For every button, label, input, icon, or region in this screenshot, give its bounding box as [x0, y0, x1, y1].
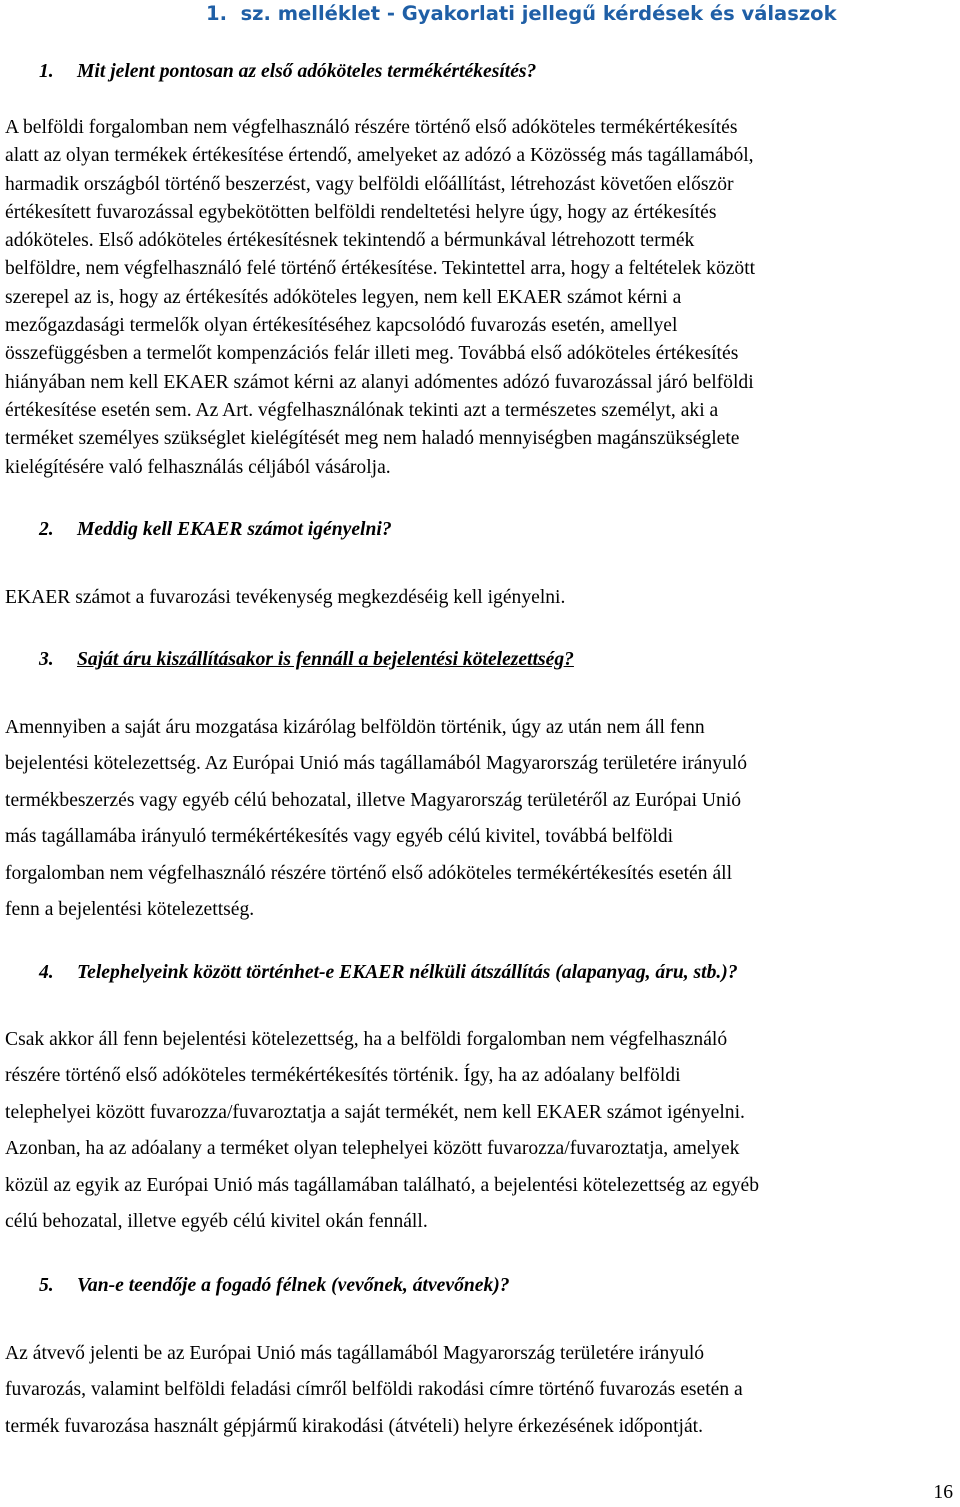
answer-paragraph-4 — [5, 1022, 759, 1240]
answer-line: szerepel az is, hogy az értékesítés adóköteles legyen, nem kell EKAER számot kérni a — [5, 286, 682, 308]
page-title-number: 1. — [206, 2, 227, 25]
question-number: 1. — [39, 61, 54, 82]
answer-line: termék fuvarozása használt gépjármű kirakodási (átvételi) helyre érkezésének időpontját. — [5, 1415, 703, 1437]
question-text: Mit jelent pontosan az első adóköteles termékértékesítés? — [77, 61, 537, 82]
page-number: 16 — [933, 1482, 953, 1503]
answer-line: termékbeszerzés vagy egyéb célú behozatal, illetve Magyarország területéről az Európai Unió — [5, 789, 742, 811]
answer-line: telephelyei között fuvarozza/fuvaroztatja a saját termékét, nem kell EKAER számot igényelni. — [5, 1101, 745, 1123]
page-title-text: sz. melléklet - Gyakorlati jellegű kérdések és válaszok — [240, 2, 837, 25]
answer-line: hiányában nem kell EKAER számot kérni az alanyi adómentes adózó fuvarozással járó belföldi — [5, 371, 754, 393]
question-number: 5. — [39, 1275, 54, 1296]
question-heading-5 — [39, 1275, 510, 1297]
answer-line: értékesített fuvarozással egybekötötten belföldi rendeltetési helyre úgy, hogy az értékesítés — [5, 201, 717, 223]
answer-line: részére történő első adóköteles termékértékesítés történik. Így, ha az adóalany belföldi — [5, 1065, 681, 1087]
question-heading-2 — [39, 519, 392, 541]
answer-line: forgalomban nem végfelhasználó részére történő első adóköteles termékértékesítés esetén áll — [5, 862, 733, 884]
answer-line: Csak akkor áll fenn bejelentési kötelezettség, ha a belföldi forgalomban nem végfelhasználó — [5, 1029, 728, 1050]
answer-line: közül az egyik az Európai Unió más tagállamában található, a bejelentési kötelezettség az egyéb — [5, 1174, 760, 1196]
answer-line: EKAER számot a fuvarozási tevékenység megkezdéséig kell igényelni. — [5, 587, 566, 608]
answer-line: terméket személyes szükséglet kielégítését meg nem haladó mennyiségben magánszükséglete — [5, 428, 740, 450]
answer-line: fuvarozás, valamint belföldi feladási címről belföldi rakodási címre történő fuvarozás esetén a — [5, 1379, 743, 1401]
answer-line: más tagállamába irányuló termékértékesítés vagy egyéb célú kivitel, továbbá belföldi — [5, 826, 674, 848]
answer-line: bejelentési kötelezettség. Az Európai Unió más tagállamából Magyarország területére irányuló — [5, 753, 748, 775]
question-number: 4. — [39, 962, 54, 983]
question-heading-4 — [39, 962, 738, 984]
answer-line: Azonban, ha az adóalany a terméket olyan telephelyei között fuvarozza/fuvaroztatja, amelyek — [5, 1138, 740, 1160]
question-text: Telephelyeink között történhet-e EKAER nélküli átszállítás (alapanyag, áru, stb.)? — [77, 962, 738, 983]
answer-line: Az átvevő jelenti be az Európai Unió más tagállamából Magyarország területére irányuló — [5, 1343, 705, 1364]
question-heading-1 — [39, 61, 536, 83]
question-text: Van-e teendője a fogadó félnek (vevőnek, átvevőnek)? — [77, 1275, 510, 1296]
answer-paragraph-3 — [5, 710, 747, 928]
question-text: Saját áru kiszállításakor is fennáll a bejelentési kötelezettség? — [77, 649, 574, 670]
answer-line: adóköteles. Első adóköteles értékesítésnek tekintendő a bérmunkával létrehozott termék — [5, 230, 695, 252]
answer-line: kielégítésére való felhasználás céljából vásárolja. — [5, 456, 391, 478]
answer-line: alatt az olyan termékek értékesítése értendő, amelyeket az adózó a Közösség más tagállamából, — [5, 145, 754, 167]
answer-line: mezőgazdasági termelők olyan értékesítéséhez kapcsolódó fuvarozás esetén, amellyel — [5, 315, 678, 337]
page-title — [206, 2, 837, 25]
answer-line: Amennyiben a saját áru mozgatása kizárólag belföldön történik, úgy az után nem áll fenn — [5, 717, 705, 738]
answer-line: összefüggésben a termelőt kompenzációs felár illeti meg. Továbbá első adóköteles értékesítés — [5, 343, 739, 365]
answer-line: értékesítése esetén sem. Az Art. végfelhasználónak tekinti azt a természetes személyt, aki a — [5, 399, 719, 421]
answer-paragraph-5 — [5, 1336, 743, 1445]
answer-line: A belföldi forgalomban nem végfelhasználó részére történő első adóköteles termékértékesítés — [5, 117, 738, 138]
question-text: Meddig kell EKAER számot igényelni? — [77, 519, 392, 540]
question-number: 2. — [39, 519, 54, 540]
question-number: 3. — [39, 649, 54, 670]
answer-line: célú behozatal, illetve egyéb célú kivitel okán fennáll. — [5, 1210, 428, 1232]
answer-line: harmadik országból történő beszerzést, vagy belföldi előállítást, létrehozást követően először — [5, 173, 734, 195]
question-heading-3 — [39, 649, 574, 671]
answer-line: fenn a bejelentési kötelezettség. — [5, 898, 255, 920]
answer-paragraph-2 — [5, 584, 565, 612]
answer-line: belföldre, nem végfelhasználó felé történő értékesítése. Tekintettel arra, hogy a feltételek között — [5, 258, 756, 280]
answer-paragraph-1 — [5, 114, 755, 482]
